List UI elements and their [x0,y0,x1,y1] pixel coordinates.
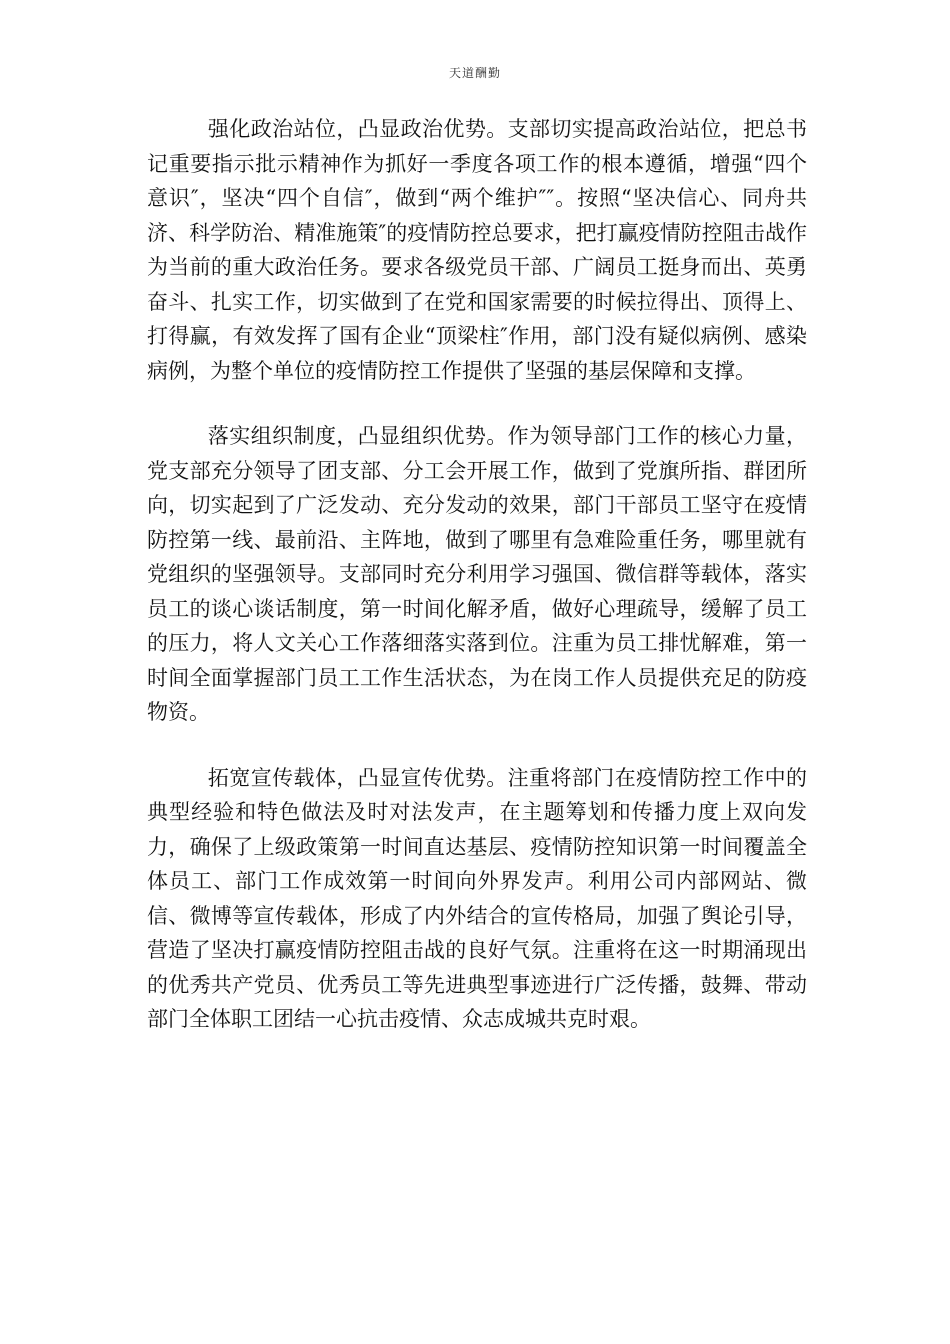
page-header: 天道酬勤 [448,66,501,80]
paragraph-political-position: 强化政治站位，凸显政治优势。支部切实提高政治站位，把总书记重要指示批示精神作为抓好一季度各项工作的根本遵循，增强“四个意识″，坚决“四个自信″，做到“两个维护″″。按照“坚决信心、同舟共济、科学防治、精准施策″的疫情防控总要求，把打赢疫情防控阻击战作为当前的重大政治任务。要求各级党员干部、广阔员工挺身而出、英勇奋斗、扎实工作，切实做到了在党和国家需要的时候拉得出、顶得上、打得赢，有效发挥了国有企业“顶梁柱″作用，部门没有疑似病例、感染病例，为整个单位的疫情防控工作提供了坚强的基层保障和支撑。 [147,117,807,383]
paragraph-organization-system: 落实组织制度，凸显组织优势。作为领导部门工作的核心力量，党支部充分领导了团支部、分工会开展工作，做到了党旗所指、群团所向，切实起到了广泛发动、充分发动的效果，部门干部员工坚守在疫情防控第一线、最前沿、主阵地，做到了哪里有急难险重任务，哪里就有党组织的坚强领导。支部同时充分利用学习强国、微信群等载体，落实员工的谈心谈话制度，第一时间化解矛盾，做好心理疏导，缓解了员工的压力，将人文关心工作落细落实落到位。注重为员工排忧解难，第一时间全面掌握部门员工工作生活状态，为在岗工作人员提供充足的防疫物资。 [147,424,807,724]
paragraph-publicity-carrier: 拓宽宣传载体，凸显宣传优势。注重将部门在疫情防控工作中的典型经验和特色做法及时对法发声，在主题筹划和传播力度上双向发力，确保了上级政策第一时间直达基层、疫情防控知识第一时间覆盖全体员工、部门工作成效第一时间向外界发声。利用公司内部网站、微信、微博等宣传载体，形成了内外结合的宣传格局，加强了舆论引导，营造了坚决打赢疫情防控阻击战的良好气氛。注重将在这一时期涌现出的优秀共产党员、优秀员工等先进典型事迹进行广泛传播，鼓舞、带动部门全体职工团结一心抗击疫情、众志成城共克时艰。 [147,765,807,1031]
document-body [147,112,807,1068]
